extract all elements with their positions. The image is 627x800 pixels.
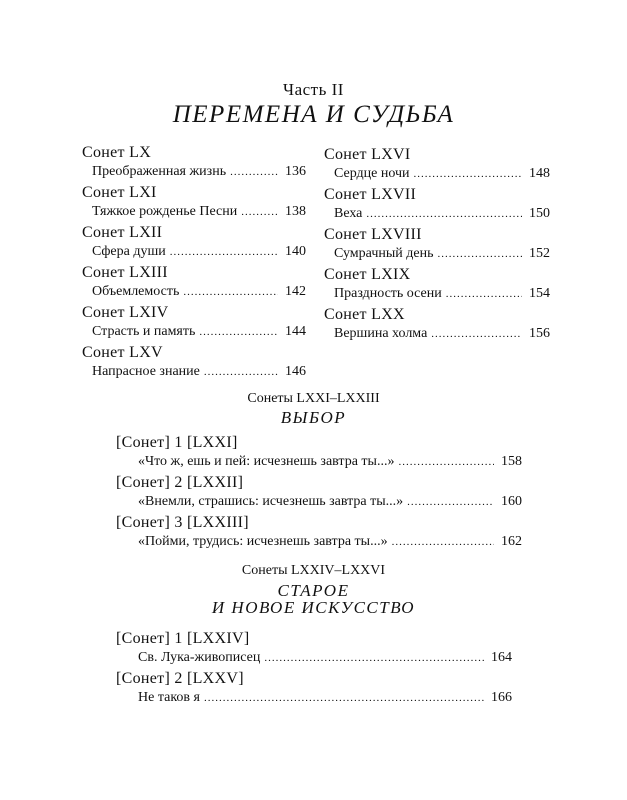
dot-leader <box>199 323 278 341</box>
section-title-line1: СТАРОЕ <box>277 581 350 600</box>
sonnet-title: Страсть и память <box>92 324 196 339</box>
toc-entry[interactable] <box>324 306 550 346</box>
section-label: Сонеты LXXIV–LXXVI <box>241 563 386 578</box>
sonnet-title: Преображенная жизнь <box>92 164 227 179</box>
toc-entry[interactable] <box>82 144 306 184</box>
sonnet-number: Сонет LXX <box>324 306 405 323</box>
page-number: 160 <box>501 494 522 509</box>
sonnet-number: Сонет LXI <box>82 184 157 201</box>
dot-leader <box>204 689 484 707</box>
toc-entry[interactable] <box>324 186 550 226</box>
toc-entry[interactable] <box>324 266 550 306</box>
sonnet-title: Праздность осени <box>334 286 442 301</box>
dot-leader <box>230 163 278 181</box>
toc-entry[interactable] <box>116 630 512 670</box>
page-number: 140 <box>285 244 306 259</box>
toc-entry[interactable] <box>324 226 550 266</box>
dot-leader <box>264 649 484 667</box>
dot-leader <box>414 165 522 183</box>
sonnet-number: [Сонет] 3 [LXXIII] <box>116 514 249 531</box>
page-number: 142 <box>285 284 306 299</box>
sonnet-number: [Сонет] 2 [LXXV] <box>116 670 244 687</box>
sonnet-number: Сонет LXVI <box>324 146 411 163</box>
page-number: 164 <box>491 650 512 665</box>
dot-leader <box>204 363 278 381</box>
toc-entry[interactable] <box>324 146 550 186</box>
page-number: 166 <box>491 690 512 705</box>
sonnet-title: Не таков я <box>138 690 200 705</box>
dot-leader <box>366 205 522 223</box>
sonnet-title: Вершина холма <box>334 326 428 341</box>
page-number: 154 <box>529 286 550 301</box>
sonnet-number: [Сонет] 2 [LXXII] <box>116 474 244 491</box>
section2-entries <box>116 630 512 710</box>
sonnet-number: Сонет LXIII <box>82 264 168 281</box>
toc-entry[interactable] <box>82 264 306 304</box>
sonnet-number: Сонет LXIV <box>82 304 169 321</box>
toc-entry[interactable] <box>82 304 306 344</box>
part-label: Часть II <box>283 80 344 99</box>
page-number: 144 <box>285 324 306 339</box>
sonnet-title: «Что ж, ешь и пей: исчезнешь завтра ты...» <box>138 454 395 469</box>
toc-left-column <box>82 144 306 384</box>
page-number: 148 <box>529 166 550 181</box>
page-number: 146 <box>285 364 306 379</box>
toc-entry[interactable] <box>116 514 522 554</box>
page-number: 162 <box>501 534 522 549</box>
section-label: Сонеты LXXI–LXXIII <box>247 391 380 406</box>
toc-entry[interactable] <box>116 670 512 710</box>
sonnet-number: Сонет LXVIII <box>324 226 422 243</box>
toc-entry[interactable] <box>82 344 306 384</box>
dot-leader <box>241 203 278 221</box>
sonnet-title: Св. Лука-живописец <box>138 650 261 665</box>
dot-leader <box>446 285 522 303</box>
sonnet-title: «Пойми, трудись: исчезнешь завтра ты...» <box>138 534 388 549</box>
dot-leader <box>431 325 522 343</box>
sonnet-title: Сфера души <box>92 244 166 259</box>
sonnet-title: «Внемли, страшись: исчезнешь завтра ты...» <box>138 494 404 509</box>
sonnet-number: [Сонет] 1 [LXXIV] <box>116 630 250 647</box>
page-number: 156 <box>529 326 550 341</box>
part-title: ПЕРЕМЕНА И СУДЬБА <box>172 101 455 128</box>
sonnet-title: Сердце ночи <box>334 166 410 181</box>
sonnet-title: Объемлемость <box>92 284 180 299</box>
sonnet-number: Сонет LXV <box>82 344 163 361</box>
page-number: 136 <box>285 164 306 179</box>
section1-entries <box>116 434 522 554</box>
dot-leader <box>392 533 494 551</box>
dot-leader <box>407 493 494 511</box>
page-number: 152 <box>529 246 550 261</box>
toc-entry[interactable] <box>116 474 522 514</box>
dot-leader <box>170 243 278 261</box>
page-number: 158 <box>501 454 522 469</box>
sonnet-number: [Сонет] 1 [LXXI] <box>116 434 238 451</box>
sonnet-number: Сонет LX <box>82 144 152 161</box>
sonnet-title: Напрасное знание <box>92 364 200 379</box>
sonnet-title: Веха <box>334 206 363 221</box>
section-title-line2: И НОВОЕ ИСКУССТВО <box>211 598 416 617</box>
toc-entry[interactable] <box>82 184 306 224</box>
toc-right-column <box>324 146 550 346</box>
dot-leader <box>183 283 278 301</box>
sonnet-number: Сонет LXVII <box>324 186 417 203</box>
sonnet-number: Сонет LXII <box>82 224 163 241</box>
toc-entry[interactable] <box>82 224 306 264</box>
dot-leader <box>398 453 494 471</box>
toc-entry[interactable] <box>116 434 522 474</box>
section-title: ВЫБОР <box>280 408 347 427</box>
sonnet-title: Тяжкое рожденье Песни <box>92 204 238 219</box>
sonnet-title: Сумрачный день <box>334 246 434 261</box>
page-number: 150 <box>529 206 550 221</box>
page-number: 138 <box>285 204 306 219</box>
sonnet-number: Сонет LXIX <box>324 266 411 283</box>
dot-leader <box>437 245 522 263</box>
